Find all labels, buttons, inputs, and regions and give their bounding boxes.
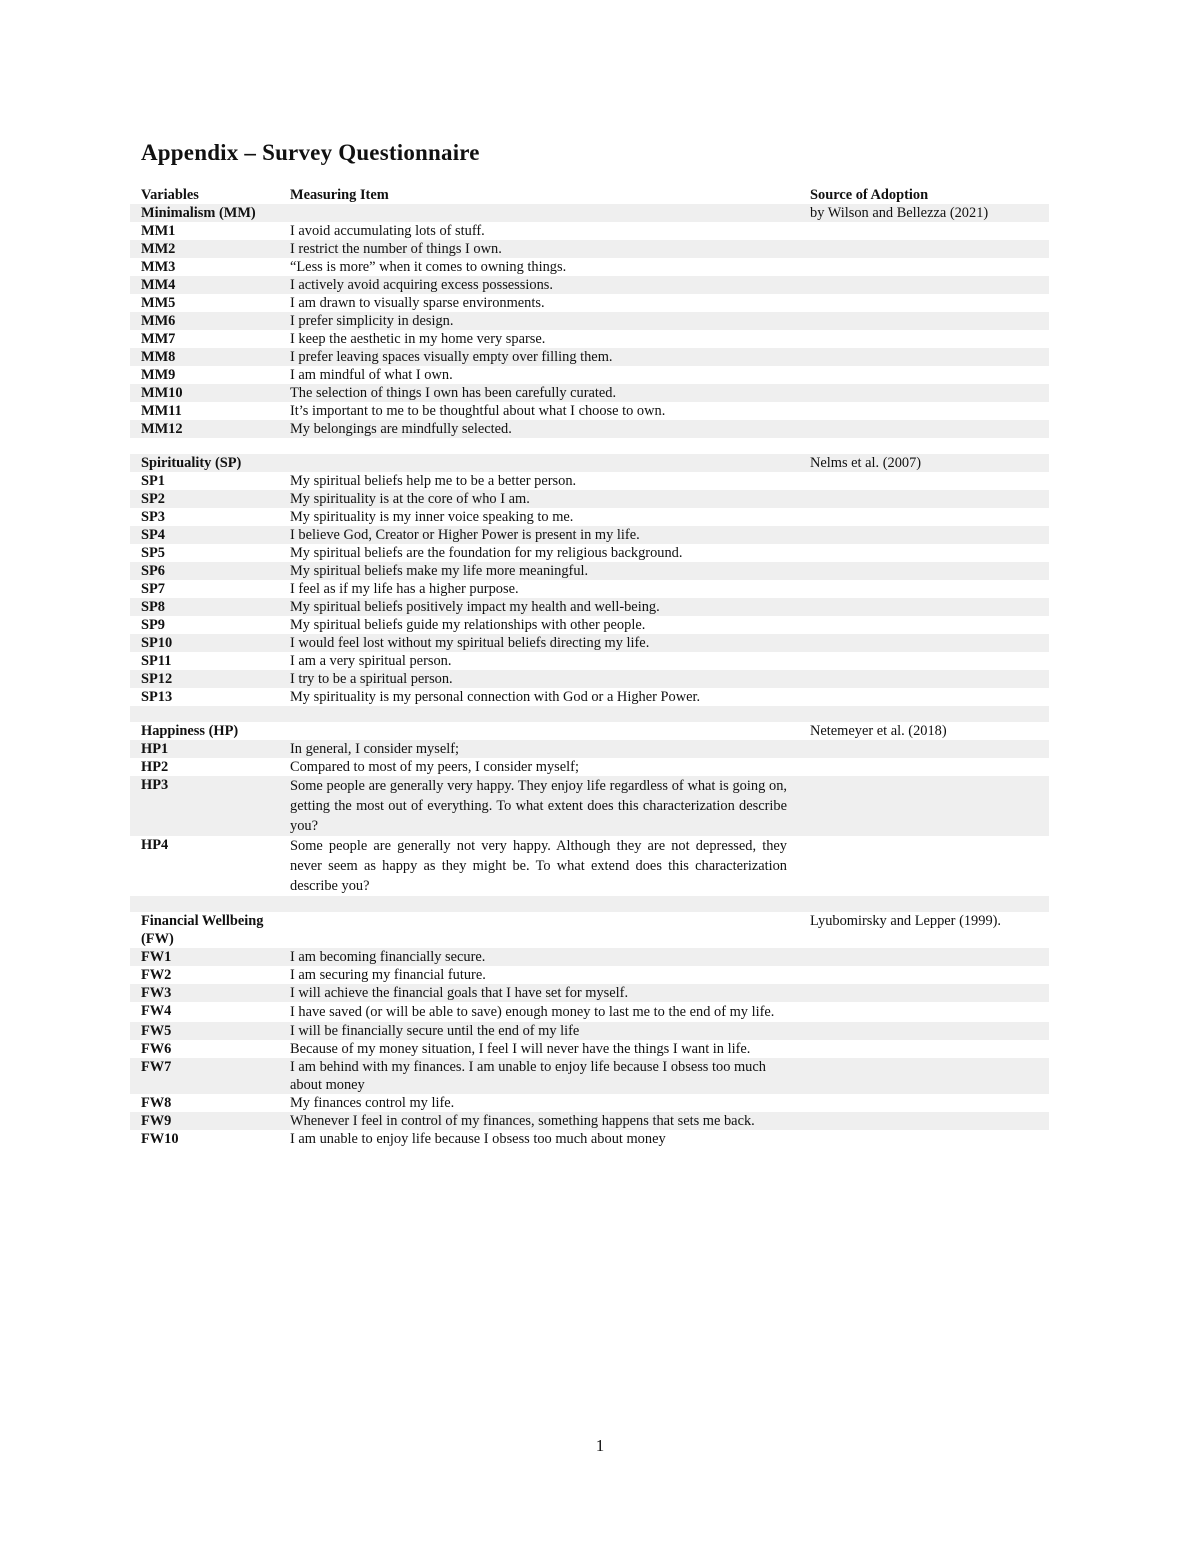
table-row xyxy=(130,222,1049,240)
item-code: SP11 xyxy=(141,653,172,669)
item-code: MM1 xyxy=(141,223,176,239)
item-text: “Less is more” when it comes to owning things. xyxy=(290,259,567,275)
item-code: FW4 xyxy=(141,1003,172,1019)
table-row xyxy=(130,688,1049,706)
item-code: FW5 xyxy=(130,1022,279,1040)
table-row xyxy=(130,1094,1049,1112)
item-text: I will be financially secure until the end of my life xyxy=(279,1022,799,1040)
item-code: HP1 xyxy=(130,740,279,758)
item-text: I will achieve the financial goals that I have set for myself. xyxy=(279,984,799,1002)
item-text: I try to be a spiritual person. xyxy=(279,670,799,688)
item-code: MM11 xyxy=(141,403,182,419)
table-row xyxy=(130,472,1049,490)
table-row xyxy=(130,948,1049,966)
section-name: Financial Wellbeing (FW) xyxy=(141,913,264,947)
survey-table xyxy=(130,186,1049,1148)
table-row xyxy=(130,1130,1049,1148)
page-number: 1 xyxy=(595,1436,605,1455)
item-code: MM4 xyxy=(130,276,279,294)
item-code: MM9 xyxy=(141,367,176,383)
table-row xyxy=(130,1022,1049,1040)
item-text: I have saved (or will be able to save) enough money to last me to the end of my life. xyxy=(290,1004,775,1020)
spacer-row xyxy=(130,706,1049,722)
item-code: MM7 xyxy=(141,331,176,347)
item-text: I believe God, Creator or Higher Power is present in my life. xyxy=(279,526,799,544)
section-source: Lyubomirsky and Lepper (1999). xyxy=(810,913,1002,929)
item-code: MM6 xyxy=(130,312,279,330)
table-row xyxy=(130,544,1049,562)
item-code: MM8 xyxy=(130,348,279,366)
item-text: In general, I consider myself; xyxy=(279,740,799,758)
table-row xyxy=(130,402,1049,420)
section-name: Spirituality (SP) xyxy=(130,454,279,472)
item-text: Some people are generally not very happy. Although they are not depressed, they never seem as happy as they might be. To what extend does this characterization describe you? xyxy=(290,838,787,894)
item-text: I feel as if my life has a higher purpose. xyxy=(290,581,519,597)
table-row xyxy=(130,312,1049,330)
table-row xyxy=(130,836,1049,896)
table-row xyxy=(130,420,1049,438)
table-row xyxy=(130,740,1049,758)
item-text: My spirituality is my inner voice speaking to me. xyxy=(290,509,574,525)
table-header-row xyxy=(130,186,1049,204)
item-text: My spirituality is at the core of who I am. xyxy=(279,490,799,508)
item-text: I am unable to enjoy life because I obsess too much about money xyxy=(290,1131,666,1147)
table-row xyxy=(130,758,1049,776)
item-text: I am a very spiritual person. xyxy=(290,653,452,669)
item-text: My belongings are mindfully selected. xyxy=(279,420,799,438)
item-code: SP4 xyxy=(130,526,279,544)
table-row xyxy=(130,330,1049,348)
table-row xyxy=(130,652,1049,670)
header-variables: Variables xyxy=(141,187,199,203)
header-source: Source of Adoption xyxy=(810,187,929,203)
item-code: FW2 xyxy=(141,967,172,983)
item-code: SP7 xyxy=(141,581,165,597)
table-row xyxy=(130,984,1049,1002)
item-text: My finances control my life. xyxy=(290,1095,455,1111)
item-text: Because of my money situation, I feel I will never have the things I want in life. xyxy=(290,1041,751,1057)
table-row xyxy=(130,526,1049,544)
item-code: FW8 xyxy=(141,1095,172,1111)
item-code: MM12 xyxy=(130,420,279,438)
table-row xyxy=(130,1040,1049,1058)
item-code: SP6 xyxy=(130,562,279,580)
item-code: SP1 xyxy=(141,473,165,489)
item-code: FW7 xyxy=(130,1058,279,1094)
table-row xyxy=(130,240,1049,258)
table-row xyxy=(130,490,1049,508)
item-code: HP2 xyxy=(141,759,169,775)
item-code: MM5 xyxy=(141,295,176,311)
section-row xyxy=(130,722,1049,740)
item-text: I restrict the number of things I own. xyxy=(279,240,799,258)
item-code: SP5 xyxy=(141,545,165,561)
item-code: MM10 xyxy=(130,384,279,402)
table-row xyxy=(130,580,1049,598)
item-code: FW9 xyxy=(130,1112,279,1130)
table-row xyxy=(130,616,1049,634)
table-row xyxy=(130,1112,1049,1130)
item-text: My spiritual beliefs are the foundation for my religious background. xyxy=(290,545,683,561)
table-row xyxy=(130,276,1049,294)
item-text: My spiritual beliefs guide my relationships with other people. xyxy=(290,617,646,633)
table-row xyxy=(130,366,1049,384)
item-text: I avoid accumulating lots of stuff. xyxy=(290,223,485,239)
item-code: FW10 xyxy=(141,1131,179,1147)
item-text: I prefer leaving spaces visually empty over filling them. xyxy=(279,348,799,366)
item-text: My spirituality is my personal connection with God or a Higher Power. xyxy=(290,689,701,705)
item-text: Whenever I feel in control of my finances, something happens that sets me back. xyxy=(279,1112,799,1130)
item-code: SP13 xyxy=(141,689,173,705)
section-name: Happiness (HP) xyxy=(141,723,239,739)
section-name: Minimalism (MM) xyxy=(130,204,279,222)
item-code: FW1 xyxy=(130,948,279,966)
section-source: Nelms et al. (2007) xyxy=(799,454,1049,472)
table-row xyxy=(130,508,1049,526)
table-row xyxy=(130,966,1049,984)
item-code: HP4 xyxy=(141,837,169,853)
item-code: SP12 xyxy=(130,670,279,688)
item-text: My spiritual beliefs positively impact my health and well-being. xyxy=(279,598,799,616)
item-text: Compared to most of my peers, I consider myself; xyxy=(290,759,579,775)
item-text: I keep the aesthetic in my home very sparse. xyxy=(290,331,546,347)
item-code: SP8 xyxy=(130,598,279,616)
section-source: Netemeyer et al. (2018) xyxy=(810,723,947,739)
item-text: I actively avoid acquiring excess possessions. xyxy=(279,276,799,294)
section-row xyxy=(130,912,1049,948)
item-text: I am becoming financially secure. xyxy=(279,948,799,966)
table-row xyxy=(130,562,1049,580)
item-code: FW3 xyxy=(130,984,279,1002)
page-title: Appendix – Survey Questionnaire xyxy=(141,140,480,165)
item-text: I am mindful of what I own. xyxy=(290,367,453,383)
item-code: SP9 xyxy=(141,617,165,633)
item-text: I am drawn to visually sparse environments. xyxy=(290,295,545,311)
table-row xyxy=(130,670,1049,688)
item-code: MM3 xyxy=(141,259,176,275)
item-text: I would feel lost without my spiritual beliefs directing my life. xyxy=(279,634,799,652)
table-row xyxy=(130,776,1049,836)
item-text: I prefer simplicity in design. xyxy=(279,312,799,330)
item-code: MM2 xyxy=(130,240,279,258)
table-row xyxy=(130,634,1049,652)
table-row xyxy=(130,258,1049,276)
item-text: It’s important to me to be thoughtful about what I choose to own. xyxy=(290,403,666,419)
item-text: The selection of things I own has been carefully curated. xyxy=(279,384,799,402)
table-row xyxy=(130,1002,1049,1022)
item-text: My spiritual beliefs help me to be a better person. xyxy=(290,473,577,489)
item-code: HP3 xyxy=(130,776,279,836)
table-row xyxy=(130,598,1049,616)
item-text: Some people are generally very happy. They enjoy life regardless of what is going on, getting the most out of everything. To what extent does this characterization describe you? xyxy=(279,776,799,836)
item-text: I am securing my financial future. xyxy=(290,967,486,983)
item-code: FW6 xyxy=(141,1041,172,1057)
table-body xyxy=(130,204,1049,1148)
table-row xyxy=(130,294,1049,312)
spacer-row xyxy=(130,896,1049,912)
section-row xyxy=(130,204,1049,222)
item-text: I am behind with my finances. I am unable to enjoy life because I obsess too much about money xyxy=(279,1058,799,1094)
table-row xyxy=(130,384,1049,402)
section-row xyxy=(130,454,1049,472)
table-row xyxy=(130,1058,1049,1094)
item-code: SP3 xyxy=(141,509,165,525)
spacer-row xyxy=(130,438,1049,454)
section-source: by Wilson and Bellezza (2021) xyxy=(799,204,1049,222)
item-text: My spiritual beliefs make my life more meaningful. xyxy=(279,562,799,580)
item-code: SP10 xyxy=(130,634,279,652)
item-code: SP2 xyxy=(130,490,279,508)
table-row xyxy=(130,348,1049,366)
header-measuring-item: Measuring Item xyxy=(290,187,389,203)
